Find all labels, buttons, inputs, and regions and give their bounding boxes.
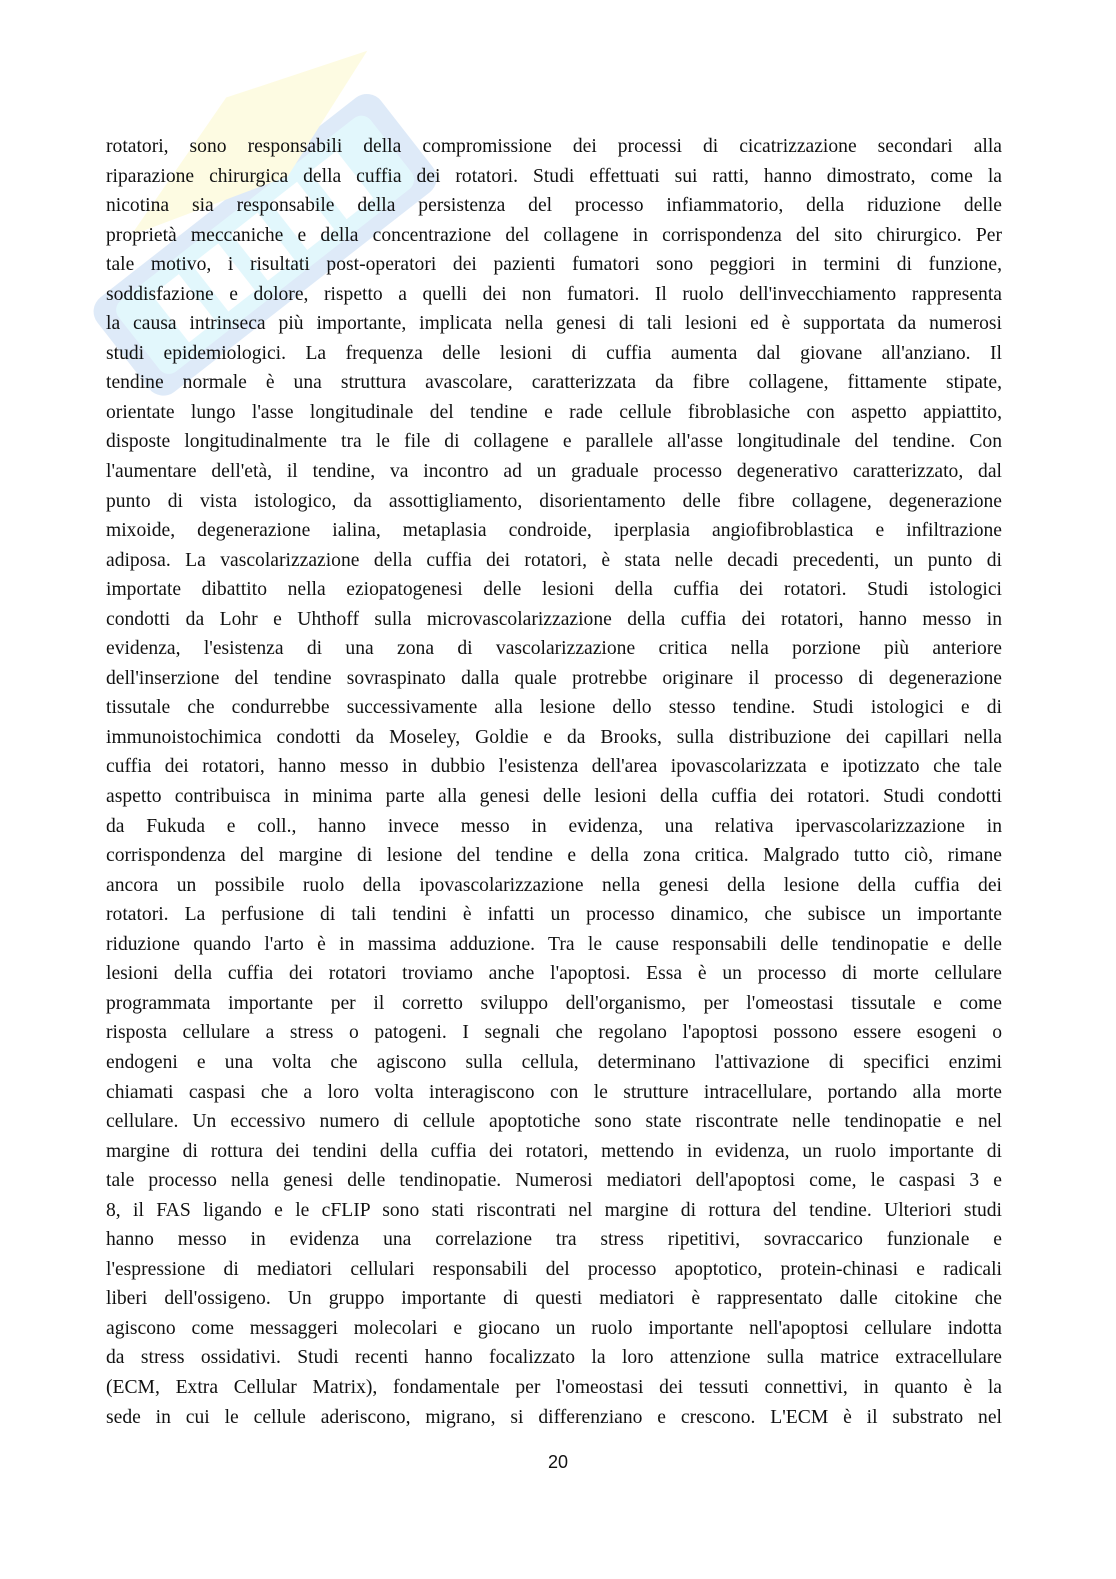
text-line-content: sede in cui le cellule aderiscono, migrano, si differenziano e crescono. L'ECM è il substrato nel: [106, 1406, 1002, 1428]
text-line: [106, 1314, 1002, 1344]
text-line-content: hanno messo in evidenza una correlazione tra stress ripetitivi, sovraccarico funzionale e: [106, 1229, 1002, 1251]
text-line-content: importate dibattito nella eziopatogenesi delle lesioni della cuffia dei rotatori. Studi istologici: [106, 579, 1002, 601]
text-line: [106, 309, 1002, 339]
text-line-content: condotti da Lohr e Uhthoff sulla microvascolarizzazione della cuffia dei rotatori, hanno messo in: [106, 608, 1002, 630]
text-line-content: programmata importante per il corretto sviluppo dell'organismo, per l'omeostasi tissutale e come: [106, 992, 1002, 1014]
text-line: [106, 1018, 1002, 1048]
text-line-content: da stress ossidativi. Studi recenti hanno focalizzato la loro attenzione sulla matrice extracellulare: [106, 1347, 1002, 1369]
text-line: [106, 280, 1002, 310]
text-line: [106, 1373, 1002, 1403]
text-line: [106, 1255, 1002, 1285]
text-line-content: risposta cellulare a stress o patogeni. I segnali che regolano l'apoptosi possono essere esogeni o: [106, 1022, 1002, 1044]
text-line-content: l'aumentare dell'età, il tendine, va incontro ad un graduale processo degenerativo caratterizzato, dal: [106, 461, 1002, 483]
text-line-content: liberi dell'ossigeno. Un gruppo importante di questi mediatori è rappresentato dalle citokine che: [106, 1288, 1002, 1310]
text-line-content: evidenza, l'esistenza di una zona di vascolarizzazione critica nella porzione più anteriore: [106, 638, 1002, 660]
text-line-content: mixoide, degenerazione ialina, metaplasia condroide, iperplasia angiofibroblastica e infiltrazione: [106, 520, 1002, 542]
text-line: [106, 575, 1002, 605]
text-line: [106, 1343, 1002, 1373]
text-line-content: endogeni e una volta che agiscono sulla cellula, determinano l'attivazione di specifici enzimi: [106, 1051, 1002, 1073]
text-line: [106, 841, 1002, 871]
text-line-content: immunoistochimica condotti da Moseley, Goldie e da Brooks, sulla distribuzione dei capillari nella: [106, 726, 1002, 748]
text-line: [106, 1403, 1002, 1433]
text-line: [106, 989, 1002, 1019]
text-line: [106, 812, 1002, 842]
text-line: [106, 221, 1002, 251]
text-line-content: disposte longitudinalmente tra le file di collagene e parallele all'asse longitudinale del tendine. Con: [106, 431, 1002, 453]
text-line: [106, 959, 1002, 989]
text-line: [106, 1166, 1002, 1196]
text-line-content: tale motivo, i risultati post-operatori dei pazienti fumatori sono peggiori in termini di funzione,: [106, 254, 1002, 276]
text-line: [106, 132, 1002, 162]
text-line-content: orientate lungo l'asse longitudinale del tendine e rade cellule fibroblasiche con aspetto appiattito,: [106, 401, 1002, 423]
text-line-content: cuffia dei rotatori, hanno messo in dubbio l'esistenza dell'area ipovascolarizzata e ipotizzato che tale: [106, 756, 1002, 778]
text-line-content: tale processo nella genesi delle tendinopatie. Numerosi mediatori dell'apoptosi come, le caspasi 3 e: [106, 1170, 1002, 1192]
text-line-content: nicotina sia responsabile della persistenza del processo infiammatorio, della riduzione delle: [106, 195, 1002, 217]
text-line-content: chiamati caspasi che a loro volta interagiscono con le strutture intracellulare, portando alla morte: [106, 1081, 1002, 1103]
text-line: [106, 487, 1002, 517]
text-line: [106, 427, 1002, 457]
text-line: [106, 1078, 1002, 1108]
text-line: [106, 546, 1002, 576]
text-line: [106, 1284, 1002, 1314]
text-line: [106, 398, 1002, 428]
text-line-content: rotatori, sono responsabili della compromissione dei processi di cicatrizzazione secondari alla: [106, 136, 1002, 157]
text-line: [106, 605, 1002, 635]
text-line-content: margine di rottura dei tendini della cuffia dei rotatori, mettendo in evidenza, un ruolo importante di: [106, 1140, 1002, 1162]
text-line-content: proprietà meccaniche e della concentrazione del collagene in corrispondenza del sito chirurgico. Per: [106, 224, 1002, 246]
text-line-content: riduzione quando l'arto è in massima adduzione. Tra le cause responsabili delle tendinopatie e delle: [106, 933, 1002, 955]
text-line: [106, 1107, 1002, 1137]
text-line-content: agiscono come messaggeri molecolari e giocano un ruolo importante nell'apoptosi cellulare indotta: [106, 1317, 1002, 1339]
text-line: [106, 250, 1002, 280]
text-line: [106, 191, 1002, 221]
text-line-content: ancora un possibile ruolo della ipovascolarizzazione nella genesi della lesione della cuffia dei: [106, 874, 1002, 896]
text-line-content: cellulare. Un eccessivo numero di cellule apoptotiche sono state riscontrate nelle tendinopatie e nel: [106, 1111, 1002, 1133]
text-line: [106, 162, 1002, 192]
text-line-content: da Fukuda e coll., hanno invece messo in evidenza, una relativa ipervascolarizzazione in: [106, 815, 1002, 837]
text-line-content: studi epidemiologici. La frequenza delle lesioni di cuffia aumenta dal giovane all'anziano. Il: [106, 342, 1002, 364]
text-line-content: la causa intrinseca più importante, implicata nella genesi di tali lesioni ed è supportata da numerosi: [106, 313, 1002, 335]
text-line: [106, 1225, 1002, 1255]
text-line: [106, 930, 1002, 960]
text-line-content: tissutale che condurrebbe successivamente alla lesione dello stesso tendine. Studi istologici e di: [106, 697, 1002, 719]
text-line: [106, 457, 1002, 487]
text-line-content: corrispondenza del margine di lesione del tendine e della zona critica. Malgrado tutto ciò, rimane: [106, 845, 1002, 867]
text-line: [106, 339, 1002, 369]
text-line-content: l'espressione di mediatori cellulari responsabili del processo apoptotico, protein-chinasi e radicali: [106, 1258, 1002, 1280]
text-line: [106, 782, 1002, 812]
text-line-content: dell'inserzione del tendine sovraspinato dalla quale protrebbe originare il processo di degenerazione: [106, 667, 1002, 689]
text-line: [106, 1196, 1002, 1226]
text-line: [106, 723, 1002, 753]
text-line-content: aspetto contribuisca in minima parte alla genesi delle lesioni della cuffia dei rotatori. Studi condotti: [106, 786, 1002, 808]
text-line-content: tendine normale è una struttura avascolare, caratterizzata da fibre collagene, fittamente stipate,: [106, 372, 1002, 394]
text-line: [106, 634, 1002, 664]
text-line: [106, 368, 1002, 398]
text-line: [106, 752, 1002, 782]
page-number: 20: [547, 1452, 569, 1472]
text-line-content: adiposa. La vascolarizzazione della cuffia dei rotatori, è stata nelle decadi precedenti, un punto di: [106, 549, 1002, 571]
text-line: [106, 1048, 1002, 1078]
text-line-content: lesioni della cuffia dei rotatori troviamo anche l'apoptosi. Essa è un processo di morte cellulare: [106, 963, 1002, 985]
text-line: [106, 1137, 1002, 1167]
text-line: [106, 871, 1002, 901]
text-line: [106, 693, 1002, 723]
body-text: [106, 132, 1002, 1432]
text-line: [106, 664, 1002, 694]
text-line-content: rotatori. La perfusione di tali tendini è infatti un processo dinamico, che subisce un importante: [106, 904, 1002, 926]
text-line-content: (ECM, Extra Cellular Matrix), fondamentale per l'omeostasi dei tessuti connettivi, in quanto è la: [106, 1376, 1002, 1398]
text-line: [106, 900, 1002, 930]
text-line-content: soddisfazione e dolore, rispetto a quelli dei non fumatori. Il ruolo dell'invecchiamento rappresenta: [106, 283, 1002, 305]
text-line: [106, 516, 1002, 546]
text-line-content: punto di vista istologico, da assottigliamento, disorientamento delle fibre collagene, degenerazione: [106, 490, 1002, 512]
text-line-content: 8, il FAS ligando e le cFLIP sono stati riscontrati nel margine di rottura del tendine. Ulteriori studi: [106, 1199, 1002, 1221]
text-line-content: riparazione chirurgica della cuffia dei rotatori. Studi effettuati sui ratti, hanno dimostrato, come la: [106, 165, 1002, 187]
